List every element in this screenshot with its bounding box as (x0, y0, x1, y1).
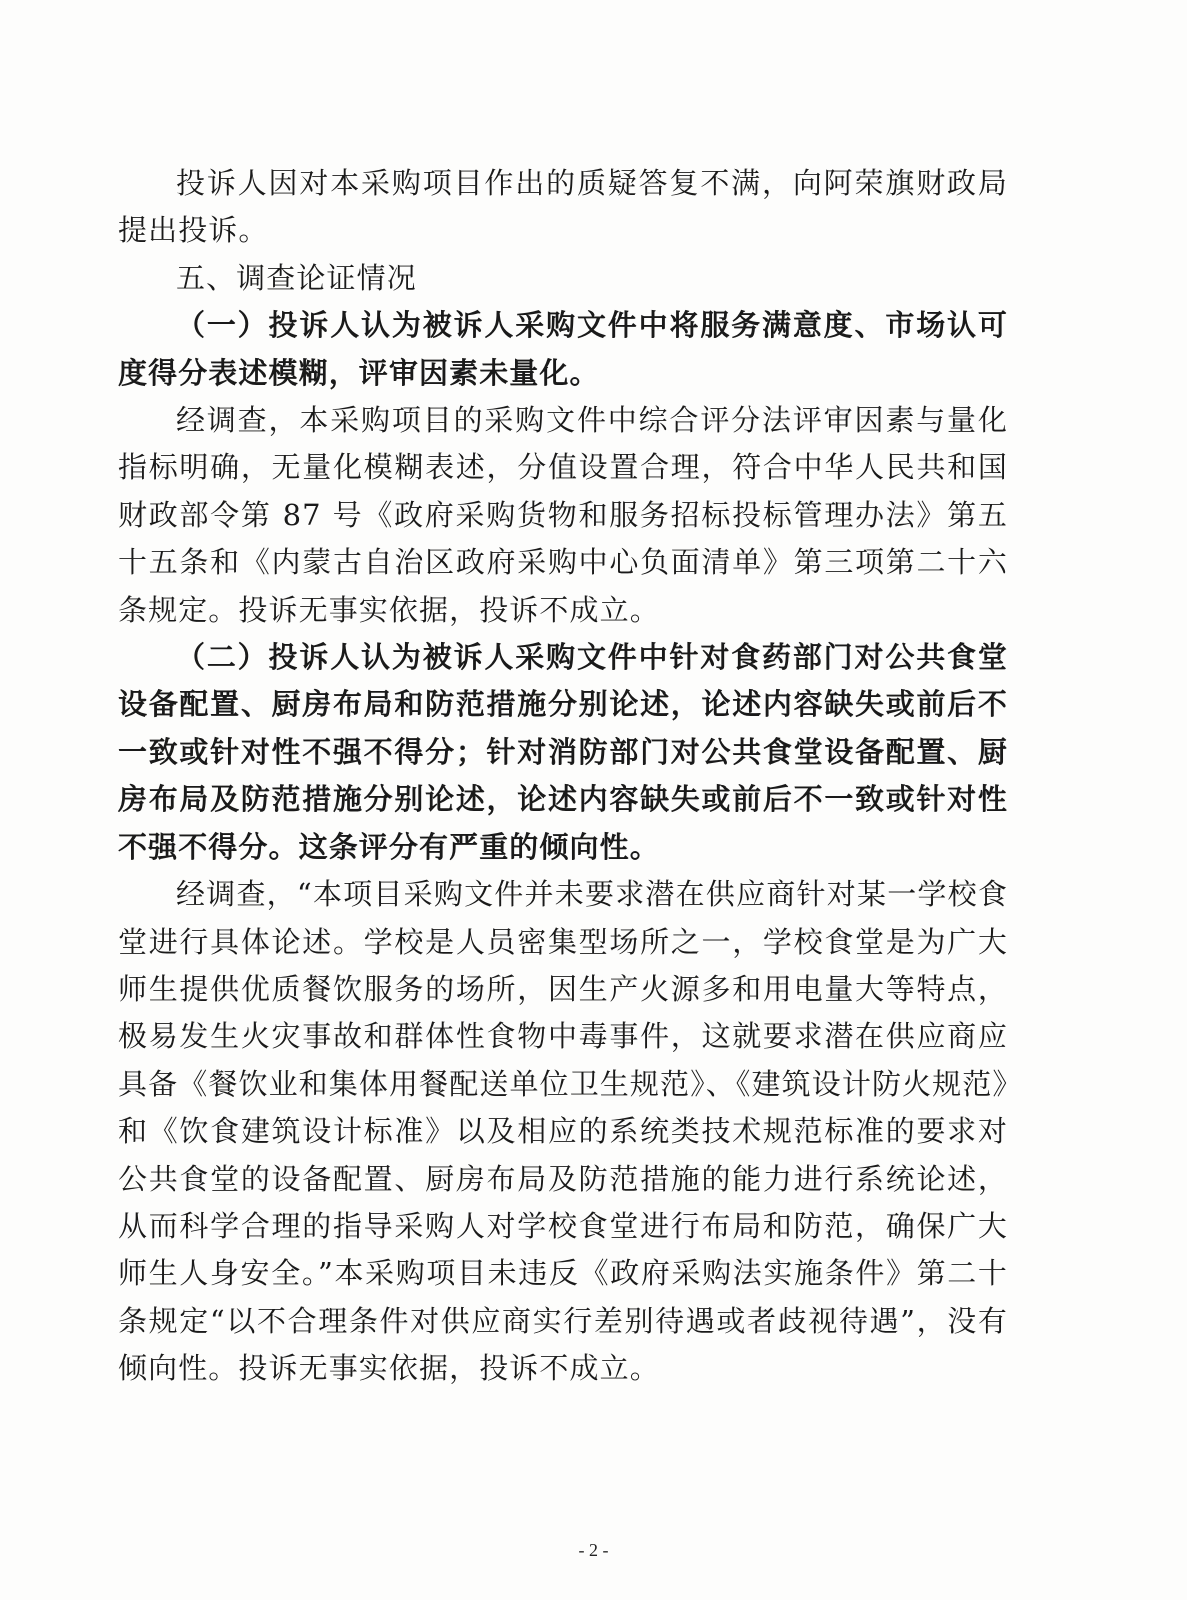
investigation-finding-2: 经调查，“本项目采购文件并未要求潜在供应商针对某一学校食堂进行具体论述。学校是人员密集型场所之一，学校食堂是为广大师生提供优质餐饮服务的场所，因生产火源多和用电量大等特点，极易发生火灾事故和群体性食物中毒事件，这就要求潜在供应商应具备《餐饮业和集体用餐配送单位卫生规范》、《建筑设计防火规范》和《饮食建筑设计标准》以及相应的系统类技术规范标准的要求对公共食堂的设备配置、厨房布局及防范措施的能力进行系统论述，从而科学合理的指导采购人对学校食堂进行布局和防范，确保广大师生人身安全。”本采购项目未违反《政府采购法实施条件》第二十条规定“以不合理条件对供应商实行差别待遇或者歧视待遇”，没有倾向性。投诉无事实依据，投诉不成立。 (118, 877, 1008, 1386)
complaint-issue-2: （二）投诉人认为被诉人采购文件中针对食药部门对公共食堂设备配置、厨房布局和防范措施分别论述，论述内容缺失或前后不一致或针对性不强不得分；针对消防部门对公共食堂设备配置、厨房布局及防范措施分别论述，论述内容缺失或前后不一致或针对性不强不得分。这条评分有严重的倾向性。 (118, 640, 1008, 864)
page-number: - 2 - (578, 1540, 609, 1560)
document-body (118, 160, 1008, 1393)
section-heading-investigation: 五、调查论证情况 (176, 260, 417, 295)
complaint-issue-1: （一）投诉人认为被诉人采购文件中将服务满意度、市场认可度得分表述模糊，评审因素未量化。 (118, 308, 1008, 390)
paragraph-complaint-submission: 投诉人因对本采购项目作出的质疑答复不满，向阿荣旗财政局提出投诉。 (118, 166, 1008, 248)
investigation-finding-1: 经调查，本采购项目的采购文件中综合评分法评审因素与量化指标明确，无量化模糊表述，分值设置合理，符合中华人民共和国财政部令第 87 号《政府采购货物和服务招标投标管理办法》第五十五条和《内蒙古自治区政府采购中心负面清单》第三项第二十六条规定。投诉无事实依据，投诉不成立。 (118, 403, 1008, 627)
